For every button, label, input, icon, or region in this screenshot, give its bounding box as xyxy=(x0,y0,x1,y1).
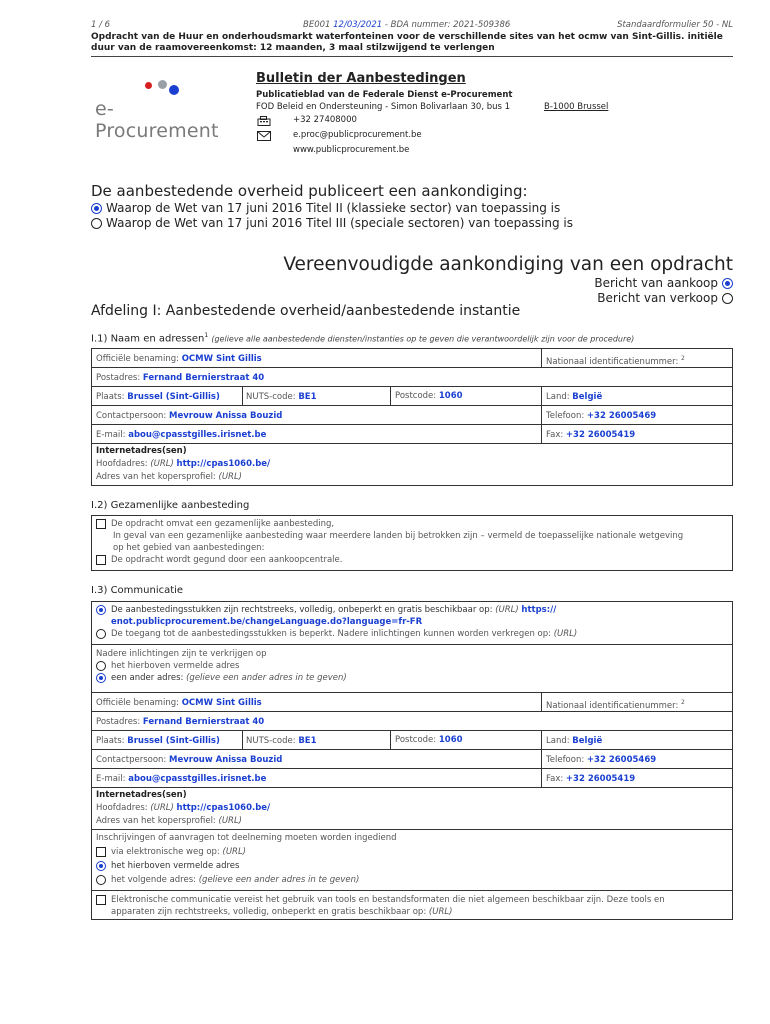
notice-type-purchase-label: Bericht van aankoop xyxy=(594,276,718,290)
national-id-cell xyxy=(541,693,685,711)
more-info-box xyxy=(91,644,733,693)
docs-url-part-2[interactable]: enot.publicprocurement.be/changeLanguage.do?language=fr-FR xyxy=(111,617,423,627)
buyer-profile-url-hint: (URL) xyxy=(218,472,242,482)
phone-cell xyxy=(541,406,657,424)
section-1-heading: Afdeling I: Aanbestedende overheid/aanbestedende instantie xyxy=(91,303,521,319)
phone-label: Telefoon: xyxy=(546,411,585,421)
intro-heading: De aanbestedende overheid publiceert een aankondiging: xyxy=(91,182,528,200)
contract-subject xyxy=(91,32,733,57)
fax-label: Fax: xyxy=(546,430,564,440)
country-label: Land: xyxy=(546,736,570,746)
fax-value[interactable]: +32 26005419 xyxy=(565,774,636,784)
submission-label: Inschrijvingen of aanvragen tot deelneming moeten worden ingediend xyxy=(96,833,397,843)
submit-following-label: het volgende adres: xyxy=(111,875,197,885)
email-value[interactable]: abou@cpasstgilles.irisnet.be xyxy=(128,774,267,784)
tools-url-hint: (URL) xyxy=(428,907,453,917)
publisher-street: FOD Beleid en Ondersteuning - Simon Bolivarlaan 30, bus 1 xyxy=(256,102,511,112)
checkbox-empty-icon[interactable] xyxy=(96,895,106,905)
logo-blue-dot xyxy=(169,85,179,95)
tools-line-2: apparaten zijn rechtstreeks, volledig, onbeperkt en gratis beschikbaar op: xyxy=(111,907,427,917)
postcode-cell xyxy=(390,731,463,749)
notice-type-sale-label: Bericht van verkoop xyxy=(597,291,718,305)
buyer-profile-label: Adres van het kopersprofiel: xyxy=(96,816,216,826)
email-value[interactable]: abou@cpasstgilles.irisnet.be xyxy=(128,430,267,440)
official-name-row-2 xyxy=(91,692,733,712)
internet-address-label: Internetadres(sen) xyxy=(96,790,187,800)
info-above-address-label: het hierboven vermelde adres xyxy=(111,661,240,671)
electronic-tools-box xyxy=(91,890,733,920)
radio-empty-icon[interactable] xyxy=(96,661,106,671)
nuts-label: NUTS-code: xyxy=(246,736,296,746)
radio-empty-icon[interactable] xyxy=(96,875,106,885)
submission-box xyxy=(91,829,733,891)
more-info-label: Nadere inlichtingen zijn te verkrijgen op xyxy=(96,649,267,659)
contact-row-2 xyxy=(91,749,733,769)
tools-line-1: Elektronische communicatie vereist het gebruik van tools en bestandsformaten die niet algemeen beschikbaar zijn. Deze tools en xyxy=(111,895,665,905)
subject-line-1: Opdracht van de Huur en onderhoudsmarkt waterfonteinen voor de verschillende sites van het ocmw van Sint-Gillis. initiële xyxy=(91,32,723,42)
country-label: Land: xyxy=(546,392,570,402)
postcode-cell xyxy=(390,387,463,405)
national-id-footnote: 2 xyxy=(681,355,685,362)
country-cell xyxy=(541,731,603,749)
docs-restricted-option[interactable] xyxy=(96,628,728,640)
intro-block xyxy=(91,182,733,231)
sector-option-special[interactable] xyxy=(91,216,733,231)
city-row xyxy=(91,386,733,406)
national-id-cell xyxy=(541,349,685,367)
postcode-value[interactable]: 1060 xyxy=(438,735,463,745)
submit-electronic-hint: (URL) xyxy=(222,847,246,857)
notice-type-purchase[interactable] xyxy=(533,276,733,291)
docs-free-label: De aanbestedingsstukken zijn rechtstreeks, volledig, onbeperkt en gratis beschikbaar op: xyxy=(111,605,493,615)
checkbox-empty-icon[interactable] xyxy=(96,847,106,857)
contact-label: Contactpersoon: xyxy=(96,411,167,421)
contact-row xyxy=(91,405,733,425)
joint-procurement-box xyxy=(91,515,733,571)
i2-label: I.2) Gezamenlijke aanbesteding xyxy=(91,500,250,511)
email-label: E-mail: xyxy=(96,430,126,440)
postcode-value[interactable]: 1060 xyxy=(438,391,463,401)
publisher-address xyxy=(256,101,636,113)
postal-address-row-2 xyxy=(91,711,733,731)
national-id-label: Nationaal identificatienummer: xyxy=(546,700,679,711)
city-label: Plaats: xyxy=(96,736,125,746)
bulletin-title: Bulletin der Aanbestedingen xyxy=(256,71,466,86)
info-other-address-hint: (gelieve een ander adres in te geven) xyxy=(186,673,347,683)
country-value[interactable]: België xyxy=(572,736,603,746)
publisher-website-row xyxy=(256,143,636,158)
main-address-label: Hoofdadres: xyxy=(96,803,148,813)
documents-access-box xyxy=(91,601,733,645)
bulletin-subtitle: Publicatieblad van de Federale Dienst e-Procurement xyxy=(256,90,513,100)
phone-value[interactable]: +32 26005469 xyxy=(586,755,657,765)
city-value[interactable]: Brussel (Sint-Gillis) xyxy=(127,736,220,746)
submit-electronic-label: via elektronische weg op: xyxy=(111,847,220,857)
postal-address-row xyxy=(91,367,733,387)
doc-ref-prefix: BE001 xyxy=(303,20,331,30)
info-other-address-option[interactable] xyxy=(96,672,728,684)
postal-address-value[interactable]: Fernand Bernierstraat 40 xyxy=(142,373,265,383)
radio-selected-icon[interactable] xyxy=(96,861,106,871)
publisher-website[interactable]: www.publicprocurement.be xyxy=(293,145,410,155)
docs-free-option[interactable] xyxy=(96,604,728,628)
nuts-cell xyxy=(242,731,317,749)
postcode-label: Postcode: xyxy=(395,391,437,401)
contact-value[interactable]: Mevrouw Anissa Bouzid xyxy=(168,411,283,421)
publisher-phone-row xyxy=(256,113,636,128)
fax-label: Fax: xyxy=(546,774,564,784)
logo-text: e-Procurement xyxy=(95,98,219,142)
contact-value[interactable]: Mevrouw Anissa Bouzid xyxy=(168,755,283,765)
submit-following-option[interactable] xyxy=(96,874,728,886)
publisher-phone: +32 27408000 xyxy=(293,115,357,125)
postal-address-label: Postadres: xyxy=(96,717,141,727)
phone-label: Telefoon: xyxy=(546,755,585,765)
docs-restricted-url-hint: (URL) xyxy=(553,629,578,639)
city-value[interactable]: Brussel (Sint-Gillis) xyxy=(127,392,220,402)
i1-footnote-mark: 1 xyxy=(204,332,209,339)
joint-procurement-label: De opdracht omvat een gezamenlijke aanbesteding, xyxy=(111,519,335,529)
i1-label: I.1) Naam en adressen xyxy=(91,333,205,345)
submit-electronic-option[interactable] xyxy=(96,846,728,858)
central-purchasing-label: De opdracht wordt gegund door een aankoopcentrale. xyxy=(111,555,343,565)
country-cell xyxy=(541,387,603,405)
main-address-value[interactable]: http://cpas1060.be/ xyxy=(176,803,271,813)
sector-option-classic[interactable] xyxy=(91,201,733,216)
publisher-email[interactable]: e.proc@publicprocurement.be xyxy=(293,130,422,140)
phone-value[interactable]: +32 26005469 xyxy=(586,411,657,421)
nuts-value[interactable]: BE1 xyxy=(298,736,317,746)
info-other-address-label: een ander adres: xyxy=(111,673,184,683)
fax-value[interactable]: +32 26005419 xyxy=(565,430,636,440)
main-address-url-hint: (URL) xyxy=(150,803,174,813)
central-purchasing-option[interactable] xyxy=(96,554,728,566)
radio-empty-icon[interactable] xyxy=(91,218,102,229)
fax-cell xyxy=(541,425,636,443)
buyer-profile-url-hint: (URL) xyxy=(218,816,242,826)
checkbox-empty-icon[interactable] xyxy=(96,555,106,565)
publisher-block xyxy=(256,70,636,158)
submit-above-label: het hierboven vermelde adres xyxy=(111,861,240,871)
publisher-postal: B-1000 Brussel xyxy=(544,102,609,112)
submit-following-hint: (gelieve een ander adres in te geven) xyxy=(198,875,360,885)
radio-empty-icon[interactable] xyxy=(722,293,733,304)
notice-main-title: Vereenvoudigde aankondiging van een opdracht xyxy=(283,254,733,275)
envelope-icon xyxy=(257,131,271,141)
docs-restricted-label: De toegang tot de aanbestedingsstukken is beperkt. Nadere inlichtingen kunnen worden verkregen op: xyxy=(111,629,552,639)
nuts-value[interactable]: BE1 xyxy=(298,392,317,402)
docs-url-part-1[interactable]: https:// xyxy=(521,605,557,615)
email-label: E-mail: xyxy=(96,774,126,784)
i3-label: I.3) Communicatie xyxy=(91,585,184,596)
publisher-email-row xyxy=(256,128,636,143)
logo-red-dot xyxy=(145,82,152,89)
subject-line-2: duur van de raamovereenkomst: 12 maanden, 3 maal stilzwijgend te verlengen xyxy=(91,43,495,53)
radio-selected-icon[interactable] xyxy=(96,673,106,683)
fax-phone-icon xyxy=(257,116,271,126)
page-header xyxy=(91,20,733,32)
i1-hint: (gelieve alle aanbestedende diensten/instanties op te geven die verantwoordelijk zijn voor de procedure) xyxy=(211,334,635,344)
official-name-value[interactable]: OCMW Sint Gillis xyxy=(181,698,262,708)
eprocurement-logo xyxy=(95,80,225,142)
sector-option-classic-label: Waarop de Wet van 17 juni 2016 Titel II (klassieke sector) van toepassing is xyxy=(106,201,561,215)
country-value[interactable]: België xyxy=(572,392,603,402)
internet-address-row-2 xyxy=(91,787,733,830)
official-name-label: Officiële benaming: xyxy=(96,698,179,708)
postcode-label: Postcode: xyxy=(395,735,437,745)
postal-address-label: Postadres: xyxy=(96,373,141,383)
form-name: Standaardformulier 50 - NL xyxy=(617,20,733,30)
city-label: Plaats: xyxy=(96,392,125,402)
doc-ref-suffix: - BDA nummer: 2021-509386 xyxy=(384,20,511,30)
main-address-value[interactable]: http://cpas1060.be/ xyxy=(176,459,271,469)
email-row-2 xyxy=(91,768,733,788)
sector-option-special-label: Waarop de Wet van 17 juni 2016 Titel III (speciale sectoren) van toepassing is xyxy=(106,216,574,230)
main-address-label: Hoofdadres: xyxy=(96,459,148,469)
joint-detail-line-1: In geval van een gezamenlijke aanbesteding waar meerdere landen bij betrokken zijn – vermeld de toepasselijke nationale wetgeving xyxy=(113,531,684,541)
buyer-profile-label: Adres van het kopersprofiel: xyxy=(96,472,216,482)
joint-detail-line-2: op het gebied van aanbestedingen: xyxy=(113,543,265,553)
official-name-label: Officiële benaming: xyxy=(96,354,179,364)
submit-above-option[interactable] xyxy=(96,860,728,872)
nuts-label: NUTS-code: xyxy=(246,392,296,402)
internet-address-row xyxy=(91,443,733,486)
notice-type-sale[interactable] xyxy=(533,291,733,306)
i1-label-row xyxy=(91,332,634,344)
page-number: 1 / 6 xyxy=(91,20,111,30)
info-above-address-option[interactable] xyxy=(96,660,728,672)
document-reference xyxy=(303,20,510,30)
logo-grey-dot xyxy=(158,80,167,89)
national-id-footnote: 2 xyxy=(681,699,685,706)
postal-address-value[interactable]: Fernand Bernierstraat 40 xyxy=(142,717,265,727)
radio-empty-icon[interactable] xyxy=(96,629,106,639)
docs-url-hint: (URL) xyxy=(495,605,519,615)
main-address-url-hint: (URL) xyxy=(150,459,174,469)
national-id-label: Nationaal identificatienummer: xyxy=(546,356,679,367)
doc-date: 12/03/2021 xyxy=(333,20,383,30)
fax-cell xyxy=(541,769,636,787)
phone-cell xyxy=(541,750,657,768)
official-name-value[interactable]: OCMW Sint Gillis xyxy=(181,354,262,364)
joint-procurement-option[interactable] xyxy=(96,518,728,530)
contact-label: Contactpersoon: xyxy=(96,755,167,765)
nuts-cell xyxy=(242,387,317,405)
radio-selected-icon[interactable] xyxy=(96,605,106,615)
electronic-tools-option[interactable] xyxy=(96,894,728,918)
checkbox-empty-icon[interactable] xyxy=(96,519,106,529)
internet-address-label: Internetadres(sen) xyxy=(96,446,187,456)
radio-selected-icon[interactable] xyxy=(91,203,102,214)
radio-selected-icon[interactable] xyxy=(722,278,733,289)
official-name-row xyxy=(91,348,733,368)
email-row xyxy=(91,424,733,444)
city-row-2 xyxy=(91,730,733,750)
